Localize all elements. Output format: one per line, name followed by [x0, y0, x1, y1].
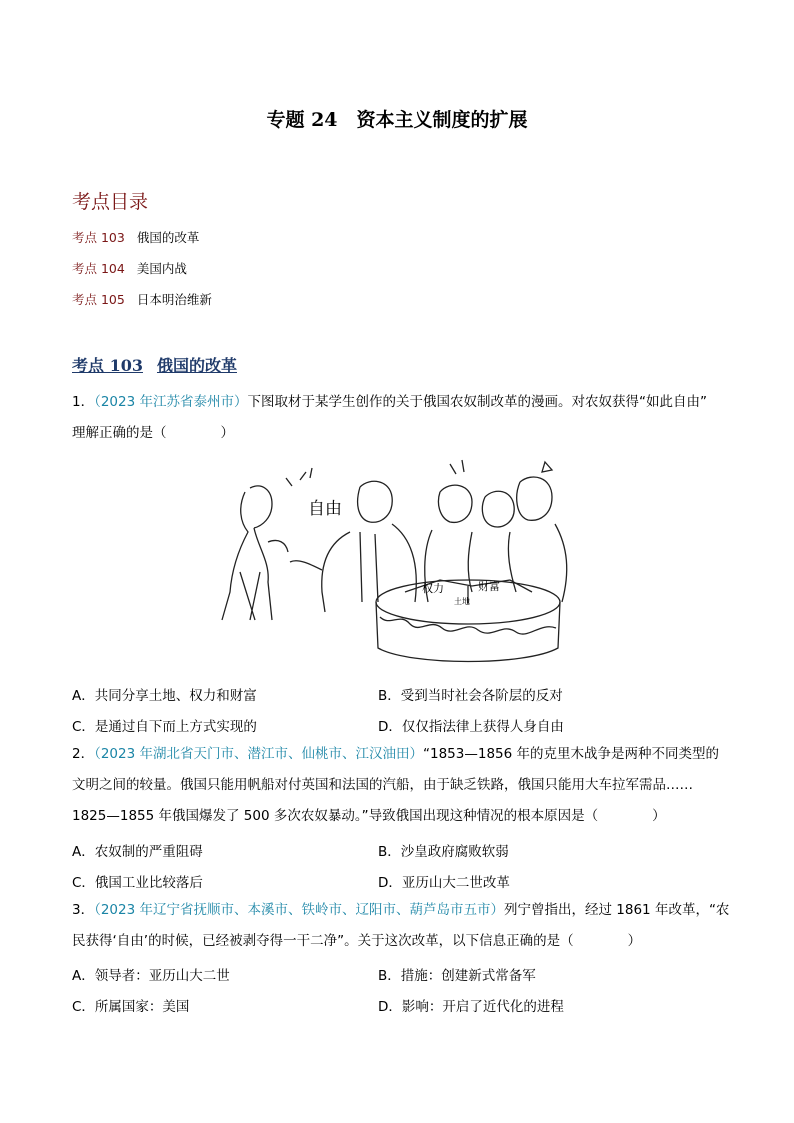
question-number: 2．: [72, 746, 95, 762]
question-text: “1853—1856 年的克里木战争是两种不同类型的: [423, 746, 719, 762]
question-source: （2023 年江苏省泰州市）: [94, 394, 248, 410]
cartoon-label-freedom: 自由: [308, 499, 342, 519]
section-name: 俄国的改革: [156, 356, 237, 375]
question-3-option-a[interactable]: A．领导者：亚历山大二世: [72, 968, 230, 984]
question-1-option-d[interactable]: D．仅仅指法律上获得人身自由: [378, 719, 564, 735]
question-1-option-a[interactable]: A．共同分享土地、权力和财富: [72, 688, 257, 704]
cartoon-label-land: 土地: [454, 597, 470, 606]
toc-item-name: 日本明治维新: [136, 292, 212, 307]
toc-item-name: 美国内战: [136, 261, 187, 276]
section-code: 考点 103: [72, 356, 143, 375]
question-2-option-a[interactable]: A．农奴制的严重阻碍: [72, 844, 203, 860]
toc-heading: 考点目录: [72, 191, 149, 213]
question-3-option-d[interactable]: D．影响：开启了近代化的进程: [378, 999, 564, 1015]
toc-item-code: 考点 103: [72, 230, 125, 245]
question-3-line-2: 民获得‘自由’的时候，已经被剥夺得一干二净”。关于这次改革，以下信息正确的是（ ）: [72, 933, 642, 949]
question-2-line-2: 文明之间的较量。俄国只能用帆船对付英国和法国的汽船，由于缺乏铁路，俄国只能用大车拉军需品……: [72, 777, 693, 793]
question-2-option-b[interactable]: B．沙皇政府腐败软弱: [378, 844, 509, 860]
question-1-option-b[interactable]: B．受到当时社会各阶层的反对: [378, 688, 563, 704]
toc-item-103[interactable]: [72, 228, 199, 246]
question-2-line-1: [72, 741, 719, 767]
question-number: 1．: [72, 394, 95, 410]
page-title: 专题 24 资本主义制度的扩展: [266, 109, 528, 131]
toc-item-code: 考点 104: [72, 261, 125, 276]
toc-item-105[interactable]: [72, 290, 212, 308]
question-2-line-3: 1825—1855 年俄国爆发了 500 多次农奴暴动。”导致俄国出现这种情况的根本原因是（ ）: [72, 808, 666, 824]
question-3-option-c[interactable]: C．所属国家：美国: [72, 999, 190, 1015]
question-text: 下图取材于某学生创作的关于俄国农奴制改革的漫画。对农奴获得“如此自由”: [247, 394, 707, 410]
cartoon-label-power: 权力: [422, 582, 444, 595]
question-number: 3．: [72, 902, 95, 918]
toc-item-code: 考点 105: [72, 292, 125, 307]
serf-reform-cartoon: [210, 452, 582, 667]
question-3-option-b[interactable]: B．措施：创建新式常备军: [378, 968, 536, 984]
question-1-line-1: [72, 389, 707, 415]
question-text: 列宁曾指出，经过 1861 年改革，“农: [504, 902, 730, 918]
section-heading: [72, 353, 237, 376]
question-2-option-c[interactable]: C．俄国工业比较落后: [72, 875, 203, 891]
question-1-option-c[interactable]: C．是通过自下而上方式实现的: [72, 719, 257, 735]
toc-item-104[interactable]: [72, 259, 187, 277]
toc-item-name: 俄国的改革: [136, 230, 200, 245]
question-2-option-d[interactable]: D．亚历山大二世改革: [378, 875, 510, 891]
question-3-line-1: [72, 897, 729, 923]
question-source: （2023 年湖北省天门市、潜江市、仙桃市、江汉油田）: [94, 746, 423, 762]
question-1-line-2: 理解正确的是（ ）: [72, 425, 234, 441]
question-source: （2023 年辽宁省抚顺市、本溪市、铁岭市、辽阳市、葫芦岛市五市）: [94, 902, 504, 918]
cartoon-label-wealth: 财富: [478, 580, 500, 593]
